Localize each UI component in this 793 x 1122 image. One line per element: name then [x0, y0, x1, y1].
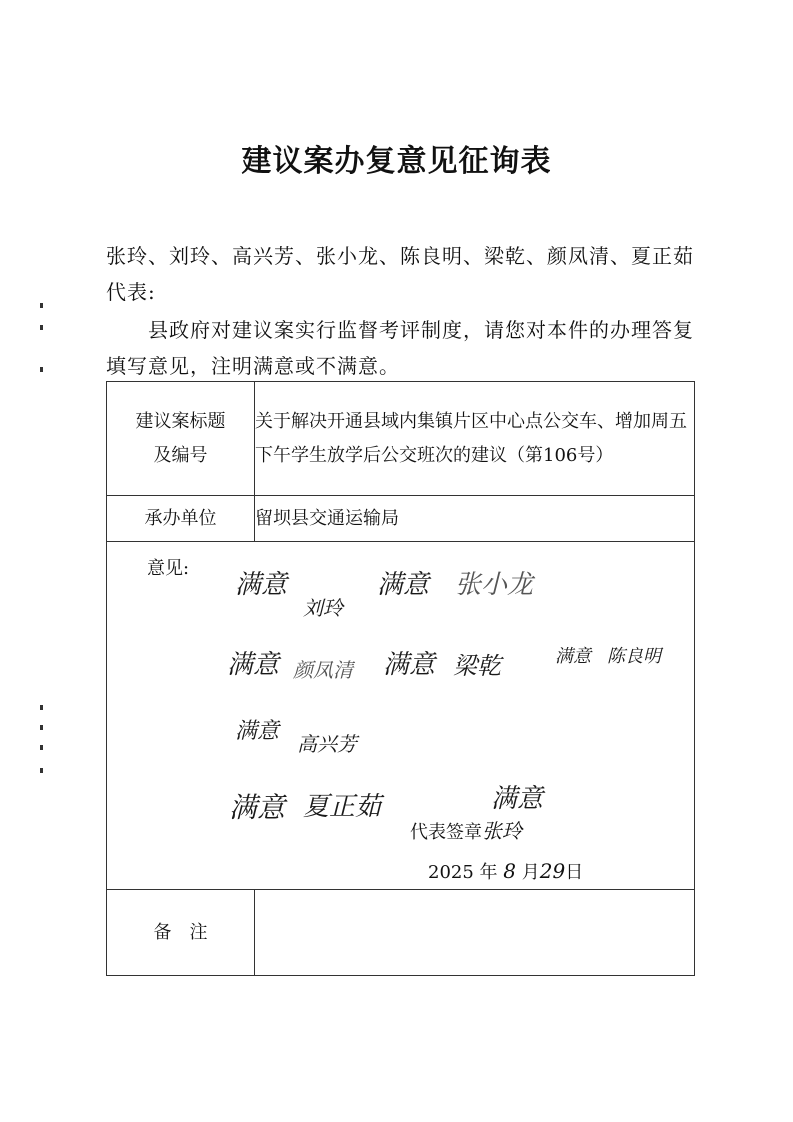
handwritten-signature: 满意 — [555, 646, 591, 667]
proposal-title-label-line1: 建议案标题 — [135, 410, 226, 432]
handwritten-signature: 满意 — [377, 570, 430, 600]
handwritten-signature: 刘玲 — [303, 596, 343, 620]
date-year: 2025 — [428, 862, 474, 883]
handwritten-signature: 张小龙 — [455, 570, 534, 600]
representative-signature-label: 代表签章 — [410, 822, 482, 843]
margin-mark — [40, 325, 43, 330]
remarks-value — [255, 890, 695, 976]
page-title: 建议案办复意见征询表 — [241, 144, 552, 179]
handwritten-signature: 满意 — [235, 719, 280, 744]
title-row — [107, 382, 695, 496]
handwritten-signature: 高兴芳 — [297, 732, 357, 756]
addressee-text: 张玲、刘玲、高兴芳、张小龙、陈良明、梁乾、颜凤清、夏正茹代表: — [106, 244, 694, 304]
date-day-unit: 日 — [565, 862, 584, 883]
proposal-title-label — [107, 382, 255, 496]
handling-unit-value: 留坝县交通运输局 — [255, 496, 695, 542]
date-year-unit: 年 — [479, 862, 498, 883]
proposal-title-label-line2: 及编号 — [153, 444, 208, 466]
margin-mark — [40, 367, 43, 372]
margin-mark — [40, 745, 43, 750]
margin-mark — [40, 768, 43, 773]
date-line — [428, 858, 583, 884]
form-table — [106, 381, 695, 976]
margin-mark — [40, 725, 43, 730]
handwritten-signature: 满意 — [383, 650, 436, 680]
margin-mark — [40, 705, 43, 710]
remarks-label: 备 注 — [107, 890, 255, 976]
opinion-label: 意见: — [147, 558, 190, 579]
opinion-cell — [107, 542, 695, 890]
handwritten-signature: 颜凤清 — [293, 658, 353, 682]
margin-mark — [40, 303, 43, 308]
handwritten-signature: 夏正茹 — [303, 792, 382, 822]
representative-signature-hand: 张玲 — [482, 819, 522, 843]
handwritten-signature: 满意 — [229, 791, 286, 824]
handwritten-signature: 满意 — [235, 570, 288, 600]
handwritten-signature: 满意 — [227, 650, 280, 680]
proposal-title-value: 关于解决开通县域内集镇片区中心点公交车、增加周五下午学生放学后公交班次的建议（第106号） — [255, 382, 695, 496]
intro-paragraph: 县政府对建议案实行监督考评制度，请您对本件的办理答复填写意见，注明满意或不满意。 — [106, 318, 694, 378]
handwritten-signature: 梁乾 — [453, 652, 501, 680]
unit-row — [107, 496, 695, 542]
date-month-unit: 月 — [521, 862, 540, 883]
representative-signature-line — [410, 815, 522, 844]
handwritten-signature: 陈良明 — [607, 646, 661, 667]
remarks-row — [107, 890, 695, 976]
date-day: 29 — [539, 859, 566, 883]
handling-unit-label: 承办单位 — [107, 496, 255, 542]
handwritten-signature: 满意 — [491, 784, 544, 814]
date-month: 8 — [503, 859, 517, 883]
opinion-row — [107, 542, 695, 890]
